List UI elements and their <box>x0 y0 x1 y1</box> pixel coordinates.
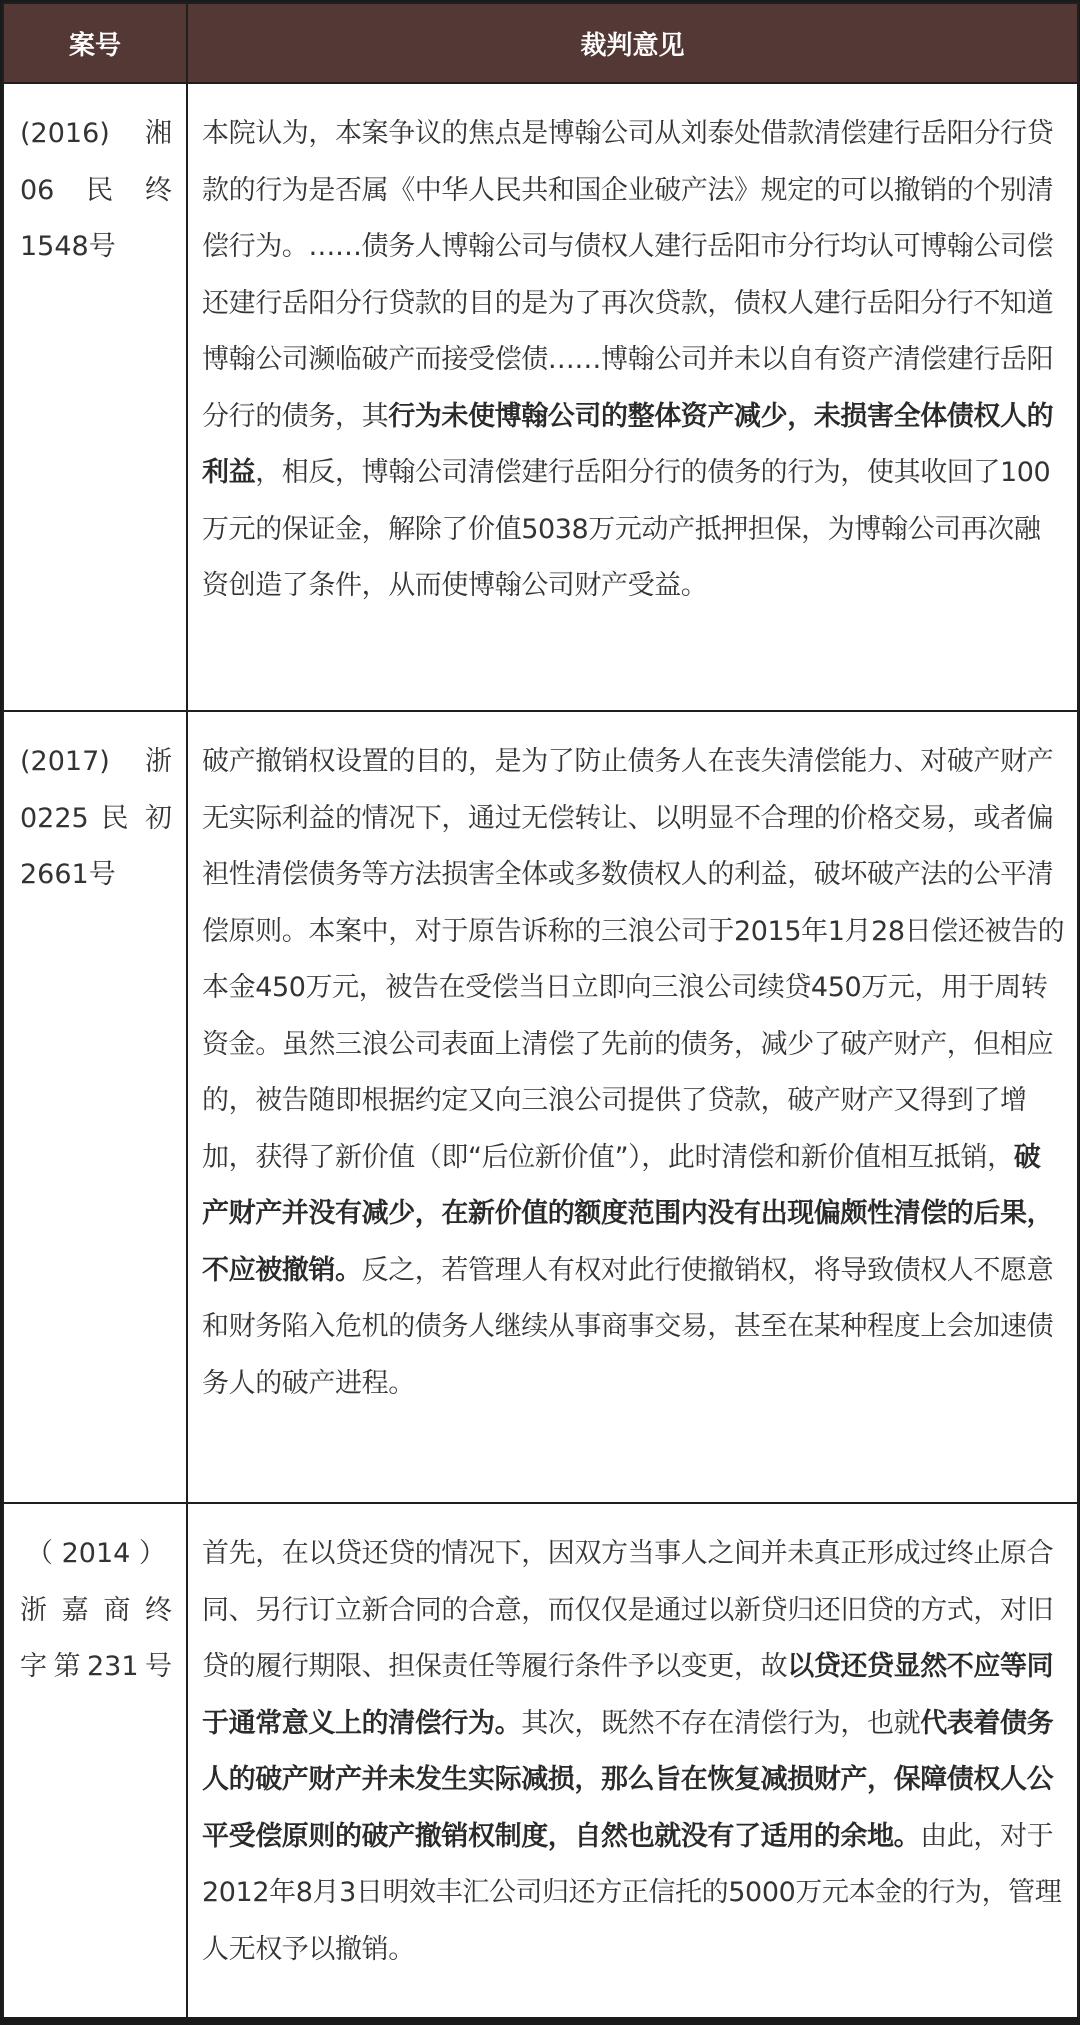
table-header-row <box>3 3 1078 83</box>
opinion-text: 本院认为，本案争议的焦点是博翰公司从刘泰处借款清偿建行岳阳分行贷款的行为是否属《中华人民共和国企业破产法》规定的可以撤销的个别清偿行为。……债务人博翰公司与债权人建行岳阳市分行均认可博翰公司偿还建行岳阳分行贷款的目的是为了再次贷款，债权人建行岳阳分行不知道博翰公司濒临破产而接受偿债……博翰公司并未以自有资产清偿建行岳阳分行的债务，其 <box>202 118 1054 432</box>
opinion-emphasis: 代表着债务人的破产财产并未发生实际减损，那么旨在恢复减损财产，保障债权人公平受偿原则的破产撤销权制度，自然也就没有了适用的余地。 <box>202 1707 1054 1852</box>
opinion-text: 反之，若管理人有权对此行使撤销权，将导致债权人不愿意和财务陷入危机的债务人继续从事商事交易，甚至在某种程度上会加速债务人的破产进程。 <box>202 1254 1054 1399</box>
case-number-cell <box>3 1503 187 2021</box>
case-number-line: 2661号 <box>20 859 116 890</box>
case-number-cell <box>3 83 187 711</box>
opinion-emphasis: 行为未使博翰公司的整体资产减少，未损害全体债权人的利益 <box>202 400 1054 488</box>
opinion-emphasis: 破产财产并没有减少，在新价值的额度范围内没有出现偏颇性清偿的后果，不应被撤销。 <box>202 1141 1054 1286</box>
case-number-line: 0225 民 初 <box>20 802 172 834</box>
bottom-border <box>0 2017 1080 2025</box>
opinion-text: 其次，既然不存在清偿行为，也就 <box>521 1707 921 1739</box>
case-number-line: 字第231号 <box>20 1651 172 1682</box>
case-number-line: (2016) 湘 <box>20 118 172 149</box>
table-row <box>3 1503 1078 2021</box>
opinion-cell <box>187 1503 1078 2021</box>
case-number-line: 06 民 终 <box>20 174 172 206</box>
table-row <box>3 711 1078 1503</box>
opinion-text: 破产撤销权设置的目的，是为了防止债务人在丧失清偿能力、对破产财产无实际利益的情况下，通过无偿转让、以明显不合理的价格交易，或者偏袒性清偿债务等方法损害全体或多数债权人的利益，破坏破产法的公平清偿原则。本案中，对于原告诉称的三浪公司于2015年1月28日偿还被告的本金450万元，被告在受偿当日立即向三浪公司续贷450万元，用于周转资金。虽然三浪公司表面上清偿了先前的债务，减少了破产财产，但相应的，被告随即根据约定又向三浪公司提供了贷款，破产财产又得到了增加，获得了新价值（即“后位新价值”），此时清偿和新价值相互抵销， <box>202 746 1065 1173</box>
opinion-text: 首先，在以贷还贷的情况下，因双方当事人之间并未真正形成过终止原合同、另行订立新合同的合意，而仅仅是通过以新贷归还旧贷的方式，对旧贷的履行期限、担保责任等履行条件予以变更，故 <box>202 1538 1054 1682</box>
case-number-line: 浙 嘉 商 终 <box>20 1594 172 1626</box>
opinion-cell <box>187 83 1078 711</box>
case-number-line: (2017) 浙 <box>20 746 172 777</box>
opinion-emphasis: 以贷还贷显然不应等同于通常意义上的清偿行为。 <box>202 1651 1054 1739</box>
case-number-line: 1548号 <box>20 231 116 262</box>
judgment-table <box>2 2 1079 2022</box>
column-header-opinion: 裁判意见 <box>187 3 1078 83</box>
opinion-text: 由此，对于2012年8月3日明效丰汇公司归还方正信托的5000万元本金的行为，管理人无权予以撤销。 <box>202 1820 1062 1965</box>
case-number-line: （ 2014 ） <box>26 1538 166 1569</box>
opinion-text: ，相反，博翰公司清偿建行岳阳分行的债务的行为，使其收回了100万元的保证金，解除了价值5038万元动产抵押担保，为博翰公司再次融资创造了条件，从而使博翰公司财产受益。 <box>202 457 1051 601</box>
table-row <box>3 83 1078 711</box>
column-header-case-number: 案号 <box>3 3 187 83</box>
case-number-cell <box>3 711 187 1503</box>
opinion-cell <box>187 711 1078 1503</box>
